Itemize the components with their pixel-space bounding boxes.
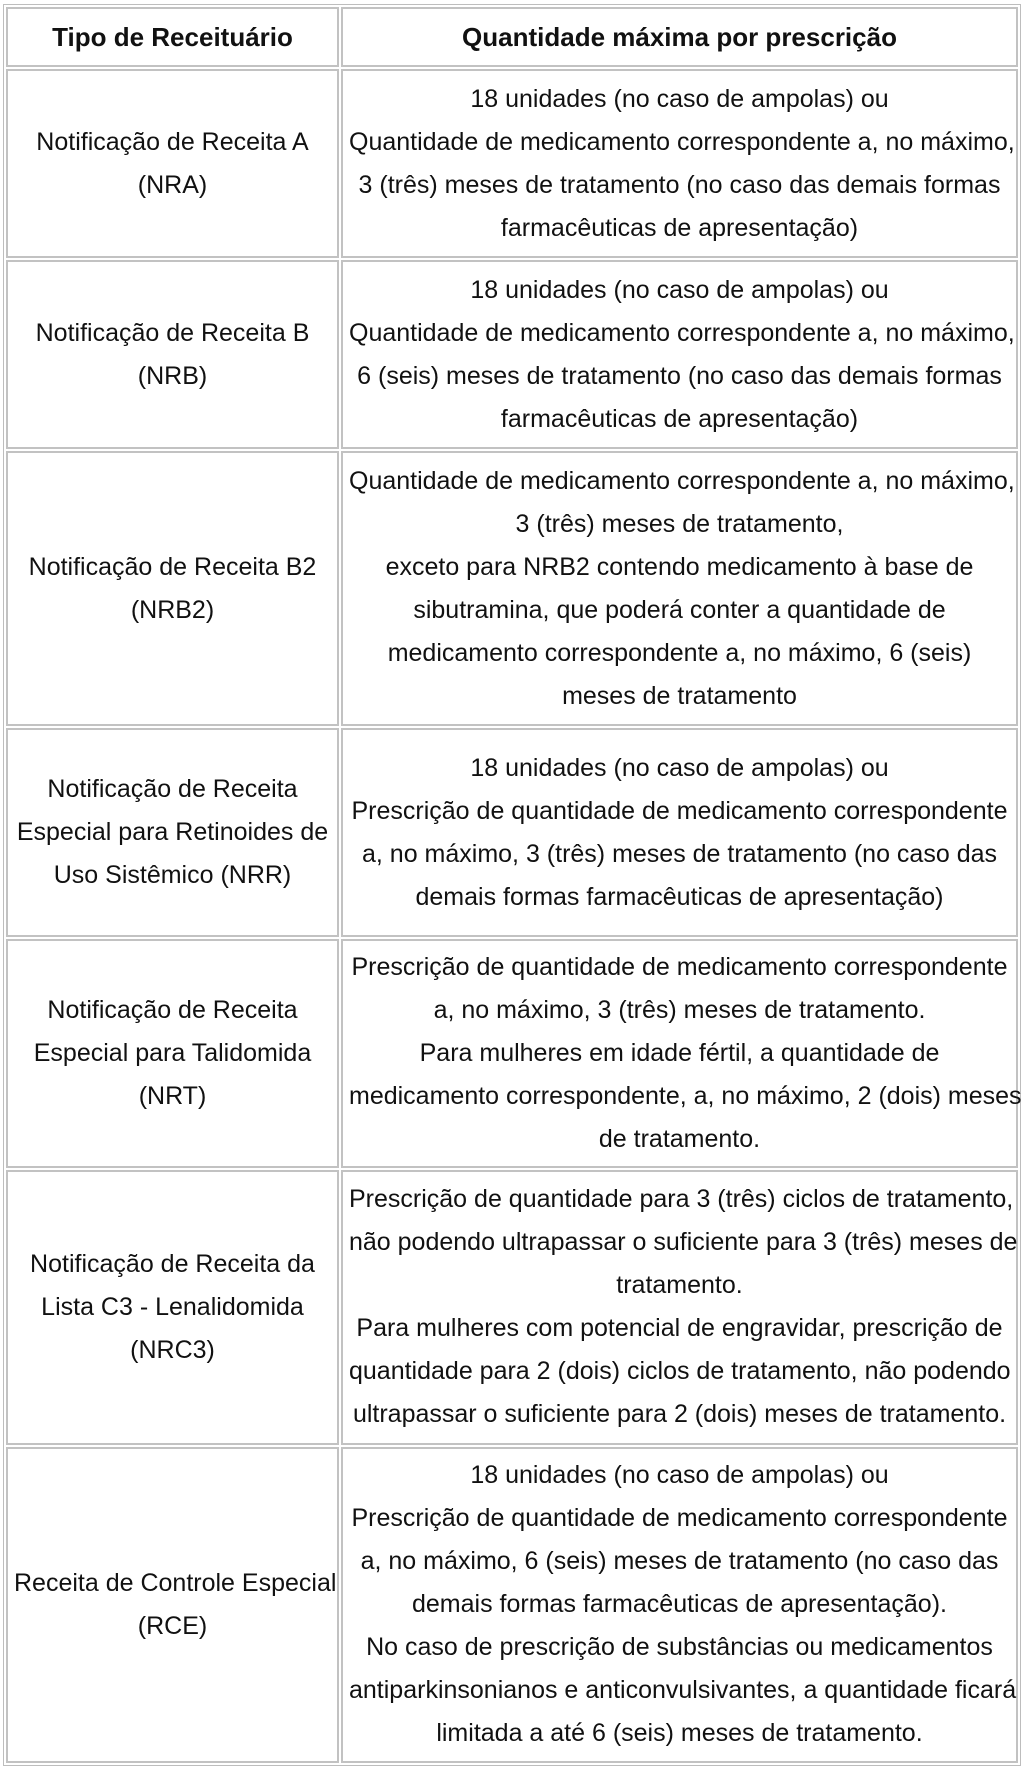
quantity-line: Para mulheres em idade fértil, a quantidade de [419, 1038, 940, 1067]
type-line: Especial para Talidomida [33, 1038, 312, 1067]
quantity-line: de tratamento. [598, 1124, 761, 1153]
max-quantity-cell [341, 939, 1022, 1167]
quantity-line: Prescrição de quantidade de medicamento correspondente [351, 952, 1008, 981]
quantity-line: a, no máximo, 3 (três) meses de tratamento. [433, 995, 926, 1024]
column-header-quantity: Quantidade máxima por prescrição [341, 7, 1018, 67]
quantity-line: antiparkinsonianos e anticonvulsivantes, a quantidade ficará [349, 1676, 1017, 1705]
receituario-type-cell [6, 728, 339, 937]
type-line: (NRB2) [130, 595, 215, 624]
quantity-line: sibutramina, que poderá conter a quantidade de [413, 595, 946, 624]
quantity-line: demais formas farmacêuticas de apresentação). [412, 1590, 947, 1619]
quantity-line: medicamento correspondente a, no máximo, 6 (seis) [387, 638, 972, 667]
table-row [6, 451, 1018, 726]
max-quantity-cell [341, 1170, 1018, 1445]
type-line: (NRA) [137, 170, 208, 199]
type-line: (NRC3) [130, 1335, 215, 1364]
quantity-line: ultrapassar o suficiente para 2 (dois) meses de tratamento. [352, 1400, 1007, 1429]
quantity-line: Prescrição de quantidade para 3 (três) ciclos de tratamento, [349, 1185, 1014, 1214]
quantity-line: 18 unidades (no caso de ampolas) ou [470, 84, 889, 113]
receituario-type-cell [6, 69, 339, 258]
table-row [6, 69, 1018, 258]
quantity-line: 3 (três) meses de tratamento, [515, 509, 844, 538]
quantity-line: a, no máximo, 3 (três) meses de tratamento (no caso das [362, 839, 997, 868]
max-quantity-cell [341, 451, 1018, 726]
quantity-line: não podendo ultrapassar o suficiente para 3 (três) meses de [349, 1228, 1018, 1257]
prescription-limits-table [3, 4, 1021, 1766]
header-row [6, 7, 1018, 67]
type-line: Notificação de Receita A [36, 127, 309, 156]
quantity-line: medicamento correspondente, a, no máximo, 2 (dois) meses [349, 1081, 1022, 1110]
quantity-line: 6 (seis) meses de tratamento (no caso das demais formas [357, 361, 1002, 390]
quantity-line: No caso de prescrição de substâncias ou medicamentos [366, 1633, 993, 1662]
type-line: Notificação de Receita B2 [28, 552, 317, 581]
quantity-line: limitada a até 6 (seis) meses de tratamento. [436, 1719, 923, 1748]
table-row [6, 1170, 1018, 1445]
type-line: Especial para Retinoides de [16, 818, 329, 847]
quantity-line: 3 (três) meses de tratamento (no caso das demais formas [358, 170, 1001, 199]
quantity-line: Para mulheres com potencial de engravidar, prescrição de [356, 1314, 1003, 1343]
type-line: Uso Sistêmico (NRR) [53, 861, 292, 890]
quantity-line: quantidade para 2 (dois) ciclos de tratamento, não podendo [349, 1357, 1011, 1386]
type-line: Lista C3 - Lenalidomida [41, 1292, 304, 1321]
quantity-line: 18 unidades (no caso de ampolas) ou [470, 275, 889, 304]
quantity-line: farmacêuticas de apresentação) [500, 213, 859, 242]
quantity-line: Quantidade de medicamento correspondente a, no máximo, [349, 318, 1015, 347]
type-line: Receita de Controle Especial [14, 1568, 337, 1597]
receituario-type-cell [6, 1447, 339, 1763]
table-row [6, 728, 1018, 937]
type-line: (NRB) [137, 361, 208, 390]
table-row [6, 260, 1018, 449]
quantity-line: tratamento. [616, 1271, 743, 1300]
quantity-line: meses de tratamento [562, 681, 797, 710]
max-quantity-cell [341, 260, 1018, 449]
table-row [6, 939, 1018, 1167]
type-line: Notificação de Receita da [30, 1249, 315, 1278]
max-quantity-cell [341, 728, 1018, 937]
receituario-type-cell [6, 260, 339, 449]
quantity-line: Quantidade de medicamento correspondente a, no máximo, [349, 127, 1015, 156]
quantity-line: demais formas farmacêuticas de apresentação) [415, 882, 944, 911]
column-header-type: Tipo de Receituário [6, 7, 339, 67]
quantity-line: a, no máximo, 6 (seis) meses de tratamento (no caso das [360, 1547, 999, 1576]
receituario-type-cell [6, 1170, 339, 1445]
table-body [6, 69, 1022, 1763]
type-line: Notificação de Receita [47, 775, 298, 804]
quantity-line: Quantidade de medicamento correspondente a, no máximo, [349, 466, 1015, 495]
quantity-line: farmacêuticas de apresentação) [500, 404, 859, 433]
table-row [6, 1447, 1018, 1763]
quantity-line: exceto para NRB2 contendo medicamento à base de [385, 552, 974, 581]
quantity-line: Prescrição de quantidade de medicamento correspondente [351, 796, 1008, 825]
quantity-line: 18 unidades (no caso de ampolas) ou [470, 1461, 889, 1490]
receituario-type-cell [6, 939, 339, 1167]
max-quantity-cell [341, 1447, 1018, 1763]
type-line: Notificação de Receita B [35, 318, 310, 347]
quantity-line: Prescrição de quantidade de medicamento correspondente [351, 1504, 1008, 1533]
type-line: Notificação de Receita [47, 995, 298, 1024]
quantity-line: 18 unidades (no caso de ampolas) ou [470, 753, 889, 782]
max-quantity-cell [341, 69, 1018, 258]
type-line: (NRT) [138, 1081, 207, 1110]
type-line: (RCE) [137, 1611, 208, 1640]
receituario-type-cell [6, 451, 339, 726]
